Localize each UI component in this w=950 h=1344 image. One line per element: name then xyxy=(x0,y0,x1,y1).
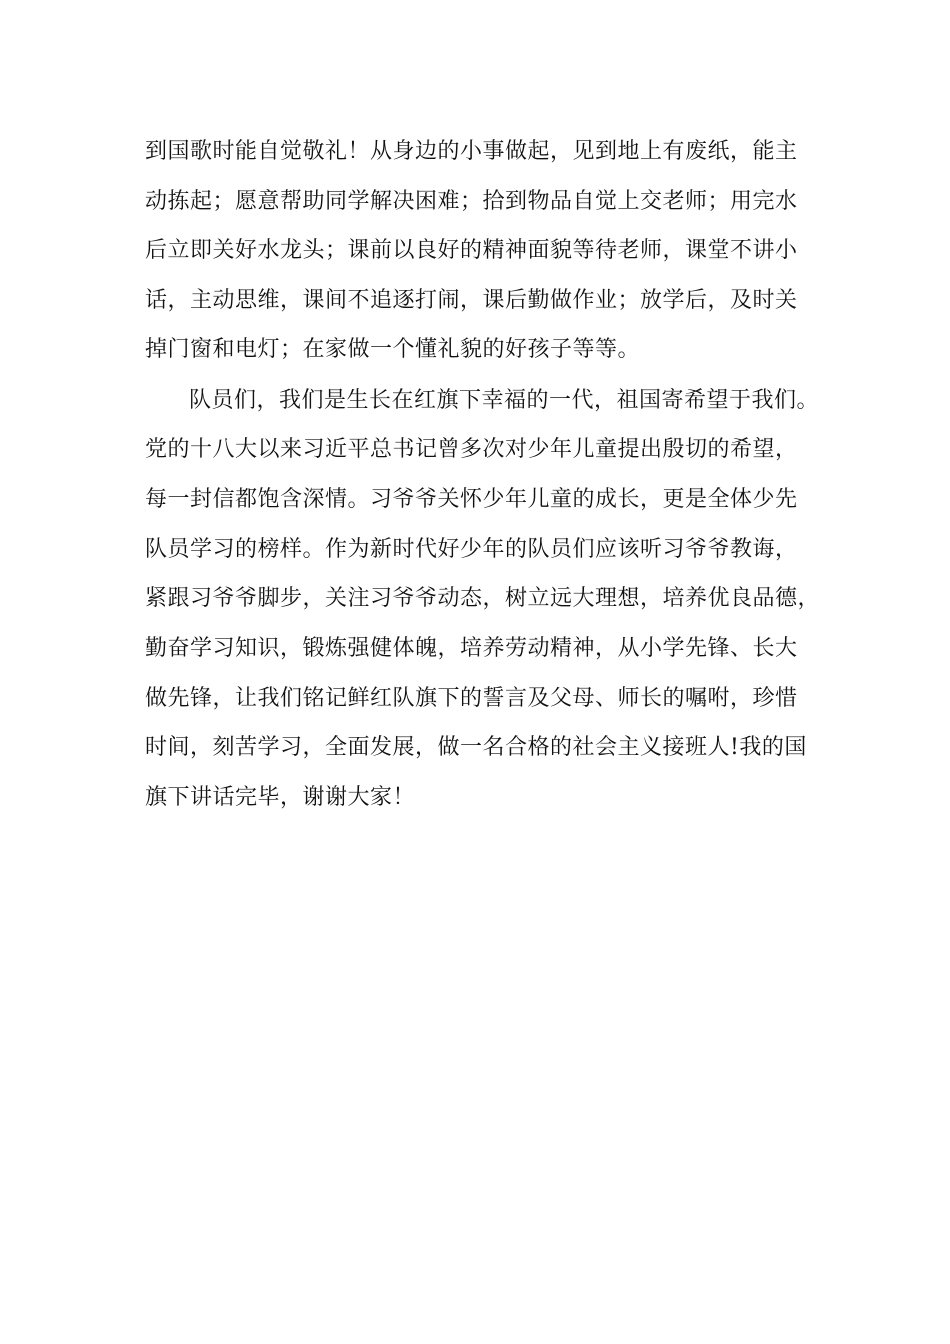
text-line: 动拣起；愿意帮助同学解决困难；拾到物品自觉上交老师；用完水 xyxy=(145,189,798,214)
text-line: 旗下讲话完毕，谢谢大家！ xyxy=(145,785,416,810)
text-line: 队员们，我们是生长在红旗下幸福的一代，祖国寄希望于我们。 xyxy=(189,388,820,413)
text-line: 做先锋，让我们铭记鲜红队旗下的誓言及父母、师长的嘱咐，珍惜 xyxy=(145,686,798,711)
text-line: 掉门窗和电灯；在家做一个懂礼貌的好孩子等等。 xyxy=(145,337,641,362)
text-line: 紧跟习爷爷脚步，关注习爷爷动态，树立远大理想，培养优良品德， xyxy=(145,586,821,611)
text-line: 每一封信都饱含深情。习爷爷关怀少年儿童的成长，更是全体少先 xyxy=(145,487,798,512)
text-line: 勤奋学习知识，锻炼强健体魄，培养劳动精神，从小学先锋、长大 xyxy=(145,636,798,661)
text-line: 话，主动思维，课间不追逐打闹，课后勤做作业；放学后，及时关 xyxy=(145,288,798,313)
text-line: 党的十八大以来习近平总书记曾多次对少年儿童提出殷切的希望， xyxy=(145,437,798,462)
text-line: 时间，刻苦学习，全面发展，做一名合格的社会主义接班人!我的国 xyxy=(145,735,807,760)
text-line: 后立即关好水龙头；课前以良好的精神面貌等待老师，课堂不讲小 xyxy=(145,238,798,263)
text-line: 队员学习的榜样。作为新时代好少年的队员们应该听习爷爷教诲， xyxy=(145,537,798,562)
text-line: 到国歌时能自觉敬礼！从身边的小事做起，见到地上有废纸，能主 xyxy=(145,139,798,164)
